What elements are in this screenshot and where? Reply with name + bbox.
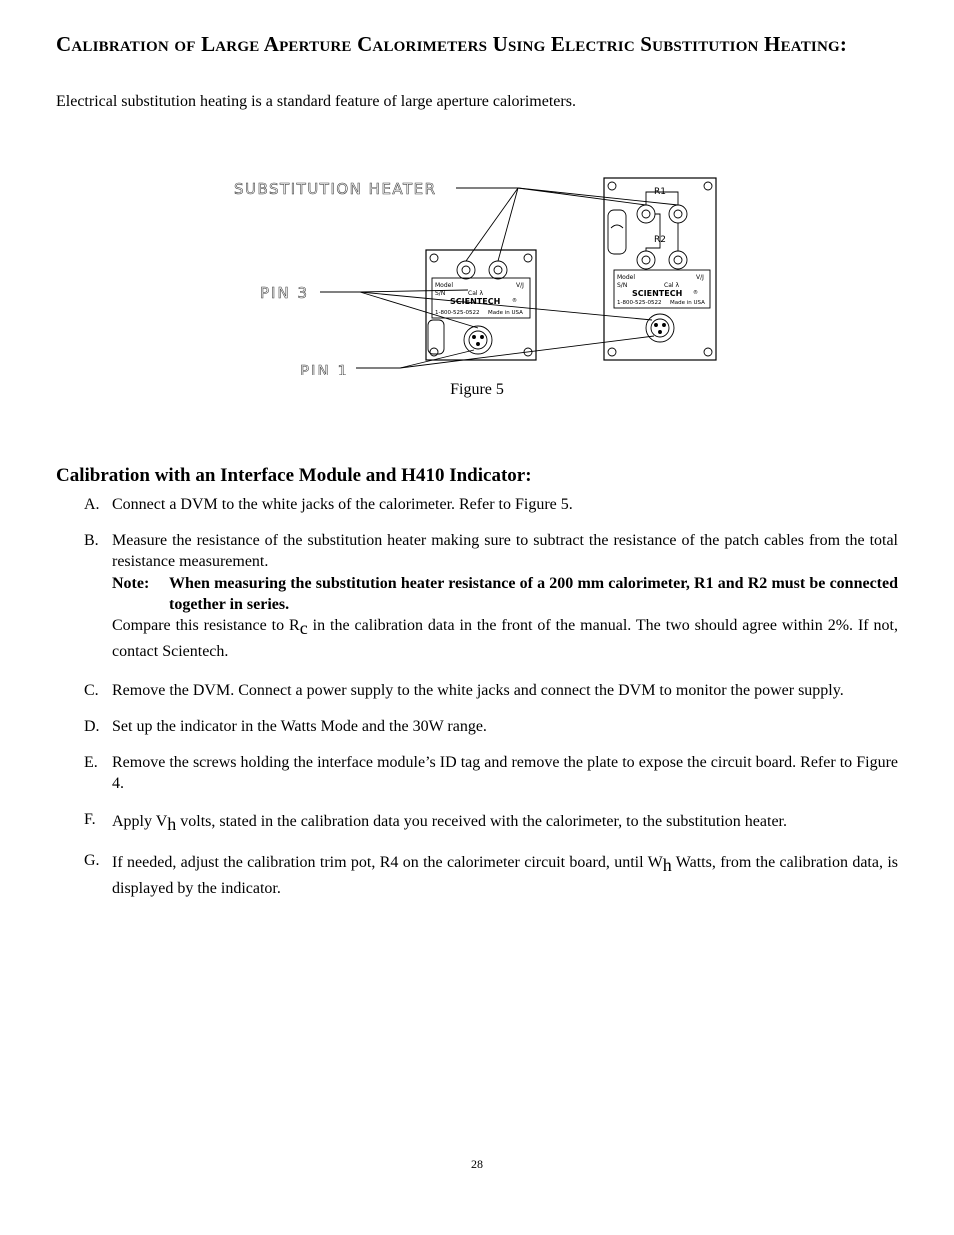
- left-plate-vj: V/J: [516, 282, 524, 289]
- label-substitution-heater: SUBSTITUTION HEATER: [234, 180, 437, 198]
- right-plate-model: Model: [617, 274, 636, 281]
- figure-caption: Figure 5: [450, 381, 504, 398]
- step-d: [84, 716, 898, 737]
- step-f: [84, 809, 898, 835]
- note-label: Note:: [112, 575, 150, 592]
- subscript-h: h: [167, 814, 177, 834]
- step-text: Connect a DVM to the white jacks of the calorimeter. Refer to Figure 5.: [112, 496, 573, 513]
- step-text: Set up the indicator in the Watts Mode and the 30W range.: [112, 718, 487, 735]
- left-connector: [464, 326, 492, 354]
- step-g: [84, 850, 898, 902]
- intro-paragraph: Electrical substitution heating is a standard feature of large aperture calorimeters.: [56, 93, 576, 110]
- step-letter: B.: [84, 532, 99, 549]
- step-text: If needed, adjust the calibration trim pot, R4 on the calorimeter circuit board, until $W_h$ Watts, from the calibration data, is displayed by the indicator.: [112, 854, 898, 897]
- right-plate-reg: ®: [693, 290, 698, 296]
- step-letter: C.: [84, 682, 99, 699]
- right-plate-vj: V/J: [696, 274, 704, 281]
- step-letter: A.: [84, 496, 100, 513]
- left-plate-reg: ®: [512, 298, 517, 304]
- step-c: [84, 680, 898, 701]
- step-a: [84, 494, 898, 515]
- page-number: 28: [471, 1157, 483, 1171]
- left-plate-made: Made in USA: [488, 310, 523, 316]
- r1-jack-2: [669, 205, 687, 223]
- note-text: When measuring the substitution heater resistance of a 200 mm calorimeter, R1 and R2 must be connected together in series.: [169, 575, 898, 613]
- step-letter: E.: [84, 754, 98, 771]
- label-r1: R1: [654, 187, 666, 197]
- step-text: Measure the resistance of the substitution heater making sure to subtract the resistance of the patch cables from the total resistance measurement.: [112, 532, 898, 570]
- right-plate-phone: 1-800-525-0522: [617, 300, 662, 306]
- procedure-steps: [84, 494, 898, 917]
- left-jack-2: [489, 261, 507, 279]
- step-b: [84, 530, 898, 665]
- left-plate-sn: S/N: [435, 290, 446, 297]
- left-plate-model: Model: [435, 282, 454, 289]
- subscript-c: c: [299, 618, 308, 638]
- label-pin-1: PIN 1: [300, 362, 350, 375]
- compare-text: Compare this resistance to $R_c$ in the calibration data in the front of the manual. The two should agree within 2%. If not, contact Scientech.: [112, 617, 899, 660]
- step-text: Remove the screws holding the interface module’s ID tag and remove the plate to expose the circuit board. Refer to Figure 4.: [112, 754, 898, 792]
- step-text: Remove the DVM. Connect a power supply to the white jacks and connect the DVM to monitor the power supply.: [112, 682, 844, 699]
- r2-jack-2: [669, 251, 687, 269]
- label-pin-3: PIN 3: [260, 284, 310, 302]
- right-plate-cal: Cal λ: [664, 282, 679, 289]
- step-letter: G.: [84, 852, 100, 869]
- right-plate-made: Made in USA: [670, 300, 705, 306]
- note-block: [112, 573, 898, 615]
- label-r2: R2: [654, 235, 666, 245]
- left-jack-1: [457, 261, 475, 279]
- r1-jack-1: [637, 205, 655, 223]
- figure-5-diagram: [228, 170, 728, 375]
- section-heading: Calibration with an Interface Module and H410 Indicator:: [56, 465, 532, 486]
- calorimeter-diagram: [228, 170, 728, 375]
- right-plate-brand: SCIENTECH: [632, 289, 683, 298]
- page-title: Calibration of Large Aperture Calorimeters Using Electric Substitution Heating:: [56, 32, 848, 56]
- step-e: [84, 752, 898, 794]
- step-text: Apply $V_h$ volts, stated in the calibration data you received with the calorimeter, to the substitution heater.: [112, 813, 787, 834]
- left-plate-brand: SCIENTECH: [450, 297, 501, 306]
- left-plate-phone: 1-800-525-0522: [435, 310, 480, 316]
- step-letter: F.: [84, 811, 96, 828]
- right-connector: [646, 314, 674, 342]
- r2-jack-1: [637, 251, 655, 269]
- right-plate-sn: S/N: [617, 282, 628, 289]
- step-letter: D.: [84, 718, 100, 735]
- left-plate-cal: Cal λ: [468, 290, 483, 297]
- subscript-h: h: [662, 855, 672, 875]
